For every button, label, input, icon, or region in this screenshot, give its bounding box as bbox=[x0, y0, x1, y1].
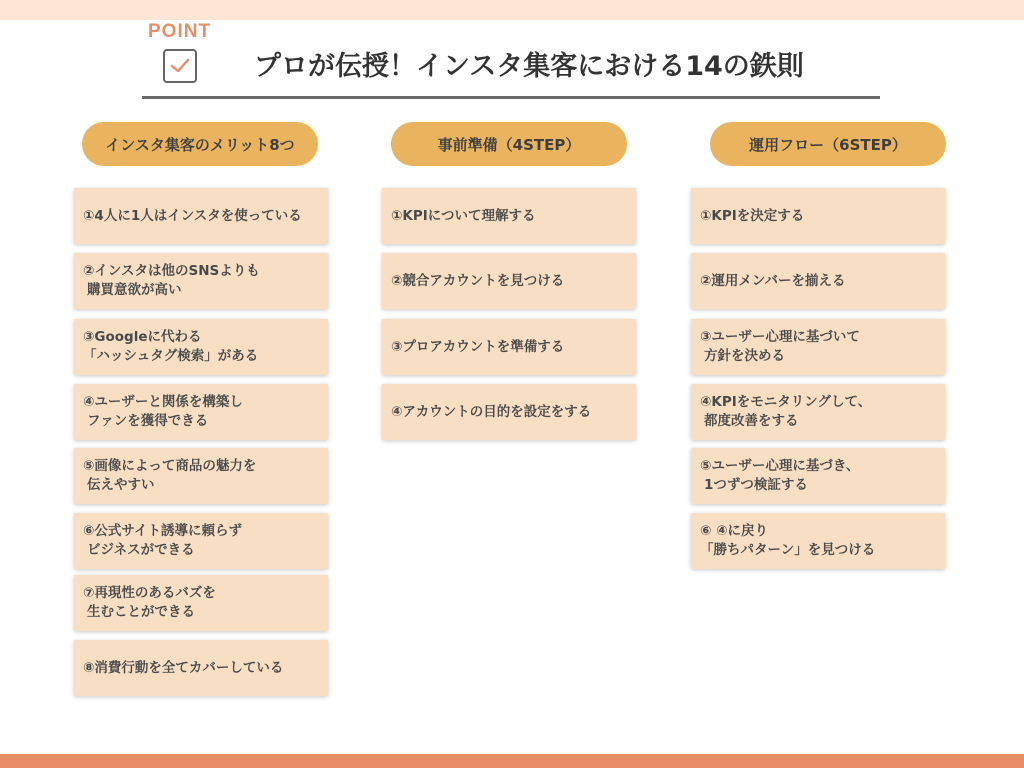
item-line1: ④KPIをモニタリングして、 bbox=[700, 394, 872, 410]
item-line2: 方針を決める bbox=[704, 348, 785, 364]
checkmark-icon bbox=[170, 58, 190, 74]
column-header-merits: インスタ集客のメリット8つ bbox=[82, 122, 318, 166]
flow-step-item bbox=[691, 188, 945, 244]
flow-step-item bbox=[691, 448, 945, 504]
item-line1: ⑤ユーザー心理に基づき、 bbox=[700, 458, 860, 474]
item-line2: 都度改善をする bbox=[704, 413, 799, 429]
merit-item bbox=[74, 640, 328, 696]
merit-item bbox=[74, 188, 328, 244]
item-line1: ③プロアカウントを準備する bbox=[391, 338, 565, 355]
item-line2: 購買意欲が高い bbox=[87, 282, 182, 298]
bottom-band bbox=[0, 754, 1024, 768]
prep-step-item bbox=[382, 319, 636, 375]
prep-step-item bbox=[382, 253, 636, 309]
item-line1: ⑥公式サイト誘導に頼らず bbox=[83, 523, 242, 539]
column-header-operation-flow: 運用フロー（6STEP） bbox=[710, 122, 946, 166]
item-line1: ②運用メンバーを揃える bbox=[700, 272, 846, 289]
flow-step-item bbox=[691, 253, 945, 309]
item-line1: ①KPIについて理解する bbox=[391, 207, 536, 224]
merit-item bbox=[74, 319, 328, 375]
item-line1: ④ユーザーと関係を構築し bbox=[83, 394, 243, 410]
item-line1: ⑤画像によって商品の魅力を bbox=[83, 458, 257, 474]
merit-item bbox=[74, 448, 328, 504]
item-line2: 「ハッシュタグ検索」がある bbox=[83, 348, 259, 364]
item-line2: 伝えやすい bbox=[87, 477, 155, 493]
item-line1: ①4人に1人はインスタを使っている bbox=[83, 207, 302, 224]
checkbox-icon bbox=[163, 49, 197, 83]
item-line2: 「勝ちパターン」を見つける bbox=[700, 542, 876, 558]
point-label: POINT bbox=[148, 21, 212, 42]
item-line1: ⑦再現性のあるバズを bbox=[83, 585, 216, 601]
item-line1: ③Googleに代わる bbox=[83, 329, 202, 345]
item-line1: ③ユーザー心理に基づいて bbox=[700, 329, 860, 345]
flow-step-item bbox=[691, 513, 945, 569]
prep-step-item bbox=[382, 188, 636, 244]
item-line2: ビジネスができる bbox=[87, 542, 195, 558]
merit-item bbox=[74, 253, 328, 309]
item-line1: ⑧消費行動を全てカバーしている bbox=[83, 659, 284, 676]
top-band bbox=[0, 0, 1024, 20]
title-divider bbox=[142, 96, 880, 99]
item-line1: ④アカウントの目的を設定をする bbox=[391, 403, 592, 420]
flow-step-item bbox=[691, 319, 945, 375]
item-line2: ファンを獲得できる bbox=[87, 413, 209, 429]
flow-step-item bbox=[691, 384, 945, 440]
merit-item bbox=[74, 513, 328, 569]
item-line1: ②インスタは他のSNSよりも bbox=[83, 263, 260, 279]
merit-item bbox=[74, 575, 328, 631]
item-line1: ①KPIを決定する bbox=[700, 207, 805, 224]
column-header-preparation: 事前準備（4STEP） bbox=[391, 122, 627, 166]
item-line2: 生むことができる bbox=[87, 604, 195, 620]
prep-step-item bbox=[382, 384, 636, 440]
item-line1: ⑥ ④に戻り bbox=[700, 523, 769, 539]
page-title: プロが伝授！インスタ集客における14の鉄則 bbox=[254, 51, 804, 82]
item-line2: 1つずつ検証する bbox=[704, 477, 808, 493]
merit-item bbox=[74, 384, 328, 440]
item-line1: ②競合アカウントを見つける bbox=[391, 272, 565, 289]
